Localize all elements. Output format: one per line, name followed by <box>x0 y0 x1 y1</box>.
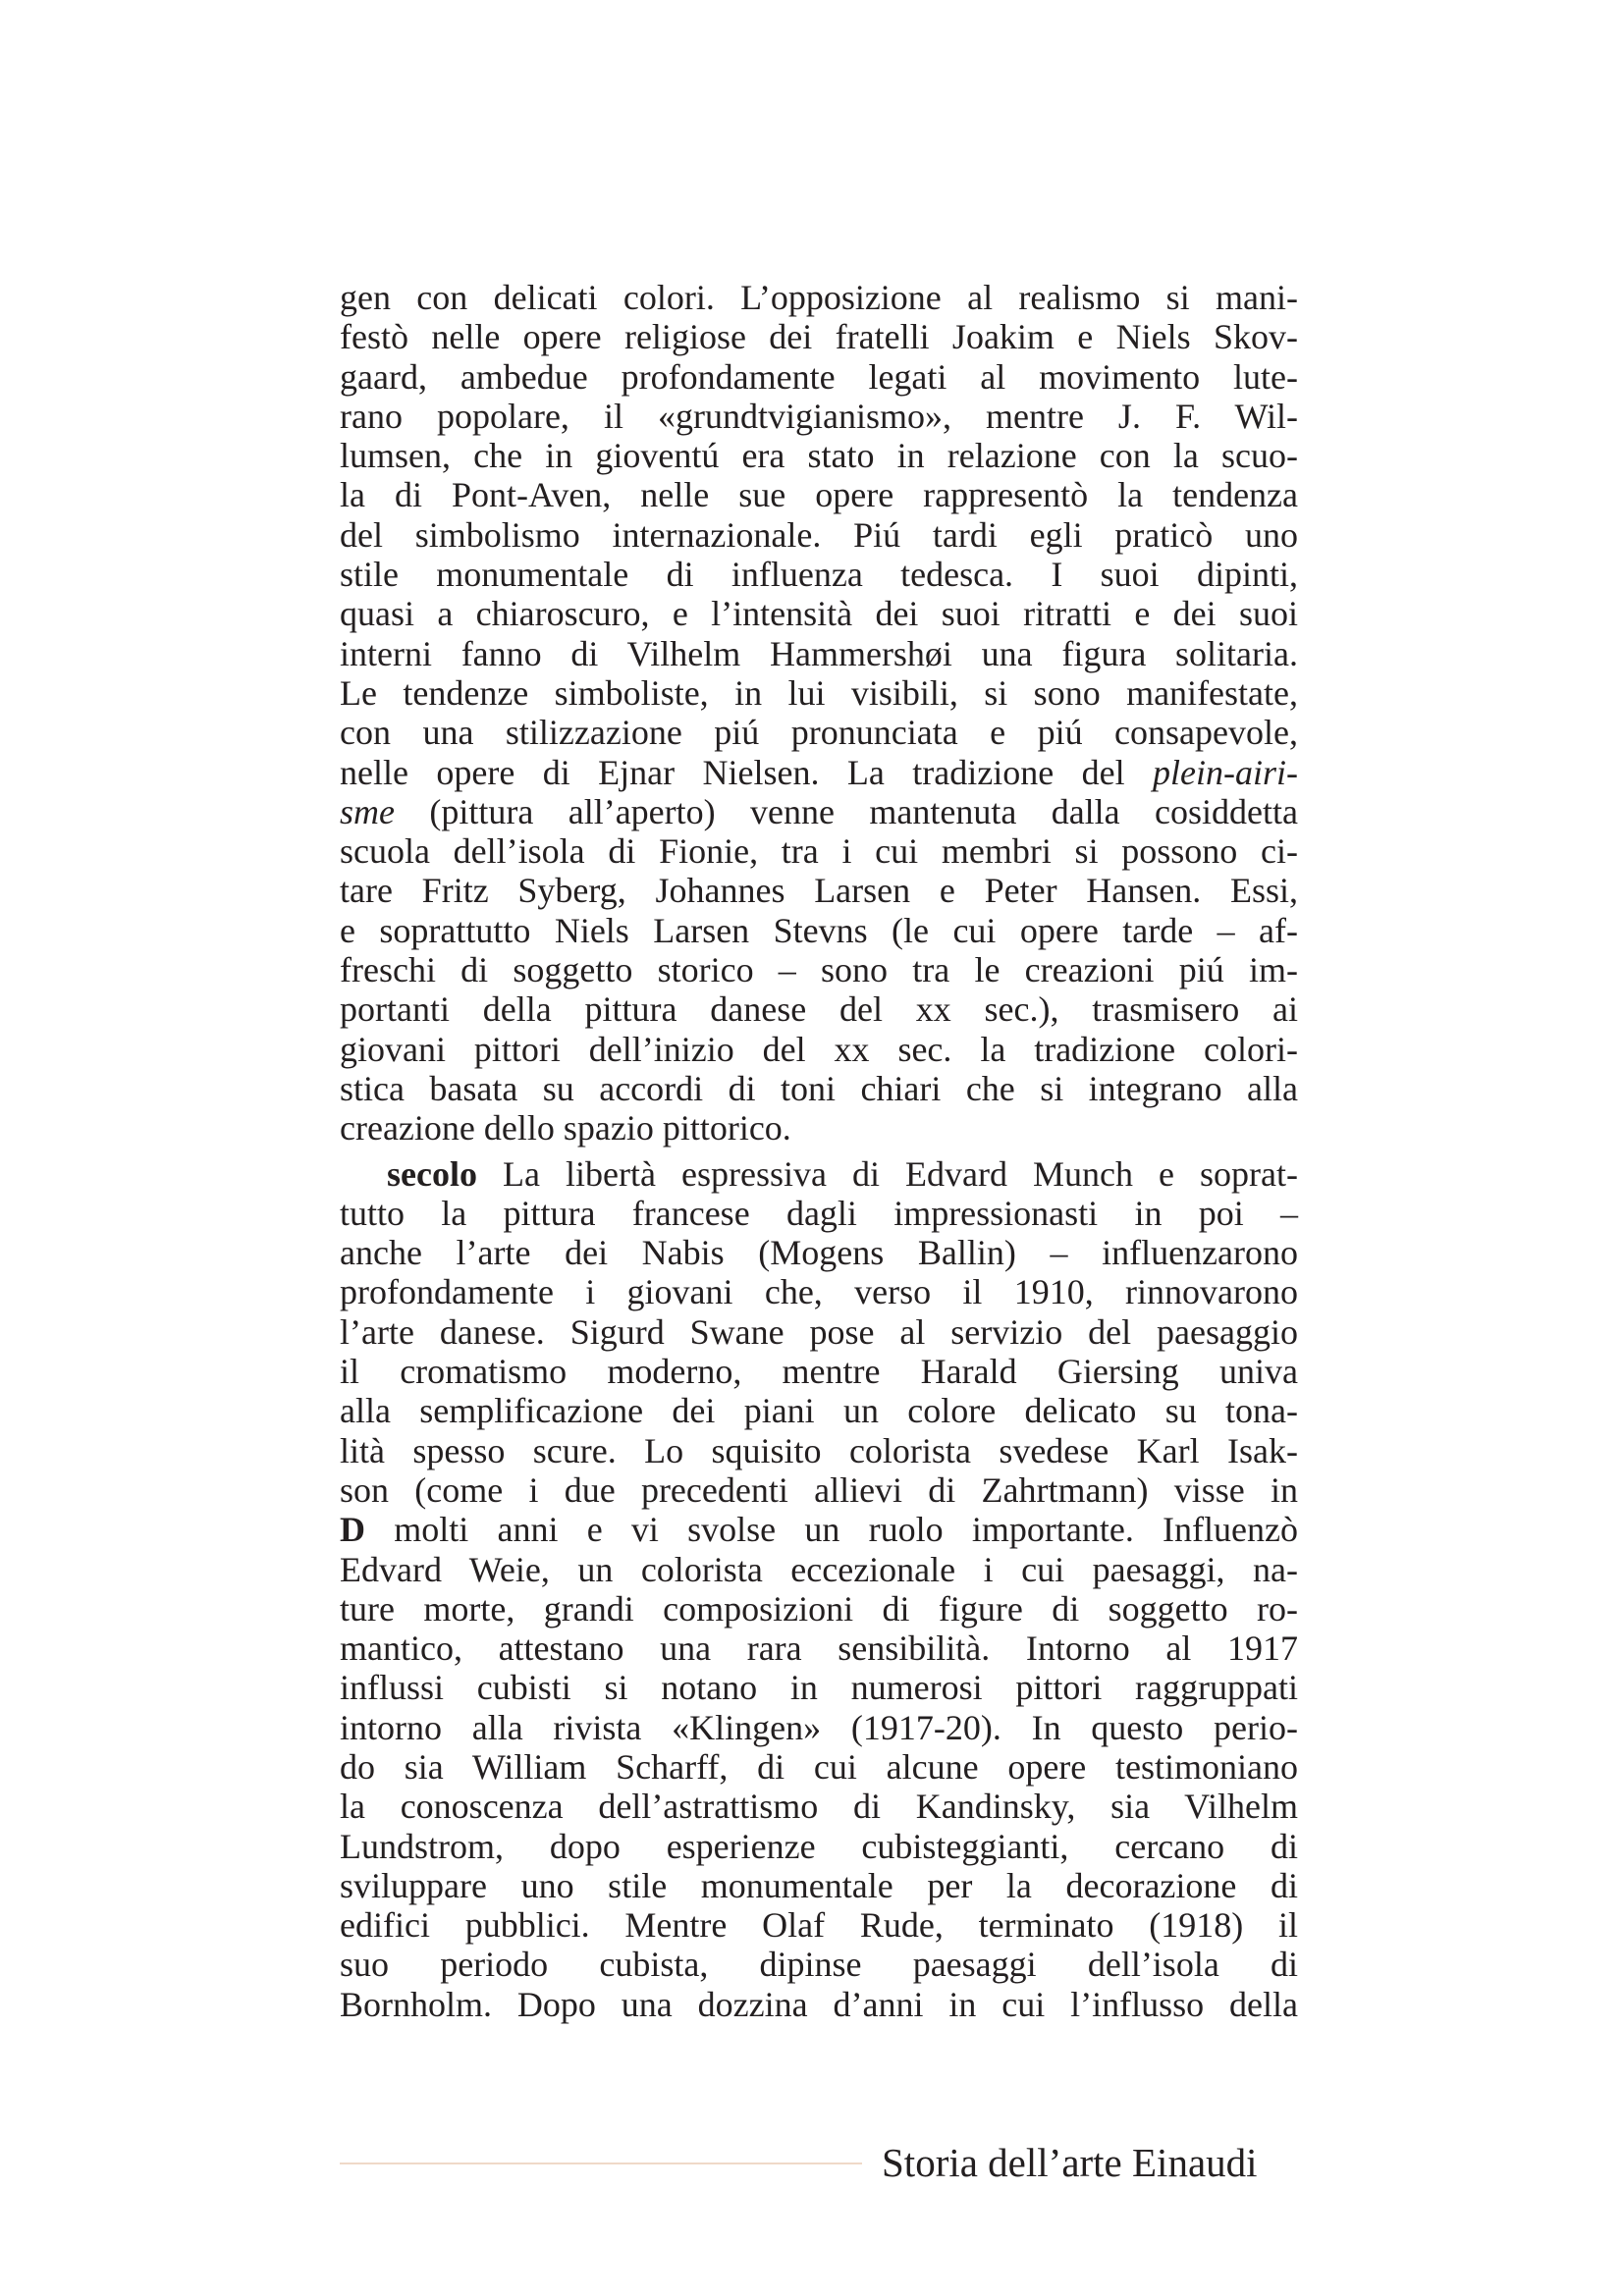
text-line <box>340 1154 1298 1194</box>
text-line: rano popolare, il «grundtvigianismo», mentre J. F. Wil- <box>340 396 1298 436</box>
body-text <box>340 278 1298 2024</box>
text-line: profondamente i giovani che, verso il 1910, rinnovarono <box>340 1272 1298 1312</box>
text-line: son (come i due precedenti allievi di Zahrtmann) visse in <box>340 1469 1298 1510</box>
text-line: stile monumentale di influenza tedesca. I suoi dipinti, <box>340 555 1298 595</box>
text-line: Lundstrom, dopo esperienze cubisteggianti, cercano di <box>340 1826 1298 1866</box>
text-line: alla semplificazione dei piani un colore delicato su tona- <box>340 1391 1298 1431</box>
italic-term: sme <box>340 791 395 831</box>
text-line: giovani pittori dell’inizio del xx sec. la tradizione colori- <box>340 1029 1298 1069</box>
text-segment: nelle opere di Ejnar Nielsen. La tradizione del <box>340 752 1154 792</box>
text-line: il cromatismo moderno, mentre Harald Giersing univa <box>340 1352 1298 1392</box>
text-line: Le tendenze simboliste, in lui visibili, si sono manifestate, <box>340 672 1298 713</box>
text-line: tutto la pittura francese dagli impressionasti in poi – <box>340 1193 1298 1233</box>
text-line: quasi a chiaroscuro, e l’intensità dei suoi ritratti e dei suoi <box>340 594 1298 634</box>
text-line: e soprattutto Niels Larsen Stevns (le cui opere tarde – af- <box>340 910 1298 950</box>
text-line: scuola dell’isola di Fionie, tra i cui membri si possono ci- <box>340 831 1298 872</box>
text-line: Edvard Weie, un colorista eccezionale i cui paesaggi, na- <box>340 1549 1298 1589</box>
entry-abbreviation: D <box>340 1510 365 1550</box>
text-line: l’arte danese. Sigurd Swane pose al servizio del paesaggio <box>340 1311 1298 1352</box>
text-line: gaard, ambedue profondamente legati al movimento lute- <box>340 356 1298 397</box>
text-line: sviluppare uno stile monumentale per la decorazione di <box>340 1865 1298 1905</box>
text-line: la conoscenza dell’astrattismo di Kandinsky, sia Vilhelm <box>340 1787 1298 1827</box>
italic-term: plein-airi- <box>1153 752 1298 792</box>
text-line: interni fanno di Vilhelm Hammershøi una figura solitaria. <box>340 633 1298 673</box>
text-line: creazione dello spazio pittorico. <box>340 1108 791 1148</box>
text-line: lità spesso scure. Lo squisito colorista svedese Karl Isak- <box>340 1430 1298 1470</box>
text-line: stica basata su accordi di toni chiari che si integrano alla <box>340 1068 1298 1108</box>
text-line: portanti della pittura danese del xx sec.), trasmisero ai <box>340 989 1298 1030</box>
text-line <box>340 1510 1298 1549</box>
text-line: ture morte, grandi composizioni di figure di soggetto ro- <box>340 1588 1298 1629</box>
text-line: mantico, attestano una rara sensibilità. Intorno al 1917 <box>340 1629 1298 1669</box>
text-line: intorno alla rivista «Klingen» (1917-20). In questo perio- <box>340 1707 1298 1747</box>
text-line: freschi di soggetto storico – sono tra le creazioni piú im- <box>340 950 1298 990</box>
footer-title: Storia dell’arte Einaudi <box>882 2140 1258 2185</box>
text-line: del simbolismo internazionale. Piú tardi egli praticò uno <box>340 514 1298 555</box>
text-line: influssi cubisti si notano in numerosi pittori raggruppati <box>340 1668 1298 1708</box>
section-heading: secolo <box>387 1153 477 1194</box>
footer-rule <box>340 2163 862 2164</box>
text-line: con una stilizzazione piú pronunciata e piú consapevole, <box>340 713 1298 753</box>
text-line: anche l’arte dei Nabis (Mogens Ballin) – influenzarono <box>340 1233 1298 1273</box>
text-line <box>340 792 1298 831</box>
text-segment: molti anni e vi svolse un ruolo importante. Influenzò <box>365 1510 1298 1550</box>
text-line: edifici pubblici. Mentre Olaf Rude, terminato (1918) il <box>340 1905 1298 1946</box>
text-segment: La libertà espressiva di Edvard Munch e soprat- <box>476 1153 1298 1194</box>
text-segment: (pittura all’aperto) venne mantenuta dalla cosiddetta <box>395 791 1298 831</box>
text-line: suo periodo cubista, dipinse paesaggi dell’isola di <box>340 1945 1298 1985</box>
text-line: festò nelle opere religiose dei fratelli Joakim e Niels Skov- <box>340 317 1298 357</box>
text-line: gen con delicati colori. L’opposizione al realismo si mani- <box>340 278 1298 317</box>
text-line: lumsen, che in gioventú era stato in relazione con la scuo- <box>340 436 1298 476</box>
text-line: Bornholm. Dopo una dozzina d’anni in cui l’influsso della <box>340 1984 1298 2024</box>
text-line <box>340 753 1298 792</box>
text-line: tare Fritz Syberg, Johannes Larsen e Peter Hansen. Essi, <box>340 871 1298 911</box>
text-line: do sia William Scharff, di cui alcune opere testimoniano <box>340 1746 1298 1787</box>
text-line: la di Pont-Aven, nelle sue opere rappresentò la tendenza <box>340 475 1298 515</box>
